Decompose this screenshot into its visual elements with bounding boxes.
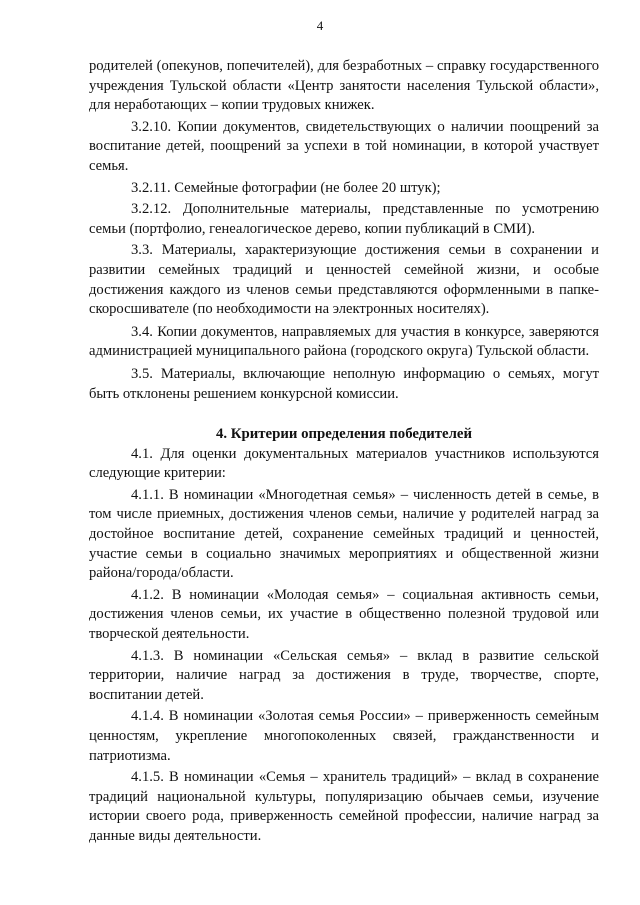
paragraph-3-4: 3.4. Копии документов, направляемых для участия в конкурсе, заверяются администрацией муниципального района (городского округа) Тульской области. [89, 323, 599, 360]
paragraph-continuation: родителей (опекунов, попечителей), для безработных – справку государственного учреждения Тульской области «Центр занятости населения Тульской области», для неработающих – копии трудовых книжек. [89, 58, 599, 114]
paragraph-3-2-11: 3.2.11. Семейные фотографии (не более 20 штук); [131, 179, 441, 196]
paragraph-4-1-1: 4.1.1. В номинации «Многодетная семья» – численность детей в семье, в том числе приемных, достижения членов семьи, наличие у родителей наград за достойное воспитание детей, сохранение семейных традиций и ценностей, участие семьи в социально значимых мероприятиях и общественной жизни района/города/области. [89, 486, 599, 582]
paragraph-4-1-2: 4.1.2. В номинации «Молодая семья» – социальная активность семьи, достижения членов семьи, их участие в общественно полезной трудовой или творческой деятельности. [89, 586, 599, 643]
document-body [89, 57, 599, 847]
section-title: 4. Критерии определения победителей [215, 426, 473, 443]
paragraph-3-2-12: 3.2.12. Дополнительные материалы, представленные по усмотрению семьи (портфолио, генеалогическое дерево, копии публикаций в СМИ). [89, 201, 599, 237]
paragraph-4-1-4: 4.1.4. В номинации «Золотая семья России» – приверженность семейным ценностям, укрепление многопоколенных связей, гражданственности и патриотизма. [89, 708, 599, 764]
paragraph-4-1-5: 4.1.5. В номинации «Семья – хранитель традиций» – вклад в сохранение традиций национальной культуры, популяризацию обычаев семьи, изучение истории своего рода, приверженность семейной профессии, наличие наград за данные виды деятельности. [89, 769, 599, 844]
paragraph-3-5: 3.5. Материалы, включающие неполную информацию о семьях, могут быть отклонены решением конкурсной комиссии. [89, 365, 599, 402]
paragraph-4-1-3: 4.1.3. В номинации «Сельская семья» – вклад в развитие сельской территории, наличие наград за достижения в труде, творчестве, спорте, воспитании детей. [89, 647, 599, 703]
paragraph-4-1: 4.1. Для оценки документальных материалов участников используются следующие критерии: [89, 445, 599, 482]
page-number: 4 [316, 18, 324, 33]
paragraph-3-3: 3.3. Материалы, характеризующие достижения семьи в сохранении и развитии семейных традиций и ценностей семейной жизни, и особые достижения каждого из членов семьи представляются оформленными в папке-скоросшивателе (по необходимости на электронных носителях). [89, 242, 599, 318]
paragraph-3-2-10: 3.2.10. Копии документов, свидетельствующих о наличии поощрений за воспитание детей, поощрений за успехи в той номинации, в которой участвует семья. [89, 118, 599, 174]
